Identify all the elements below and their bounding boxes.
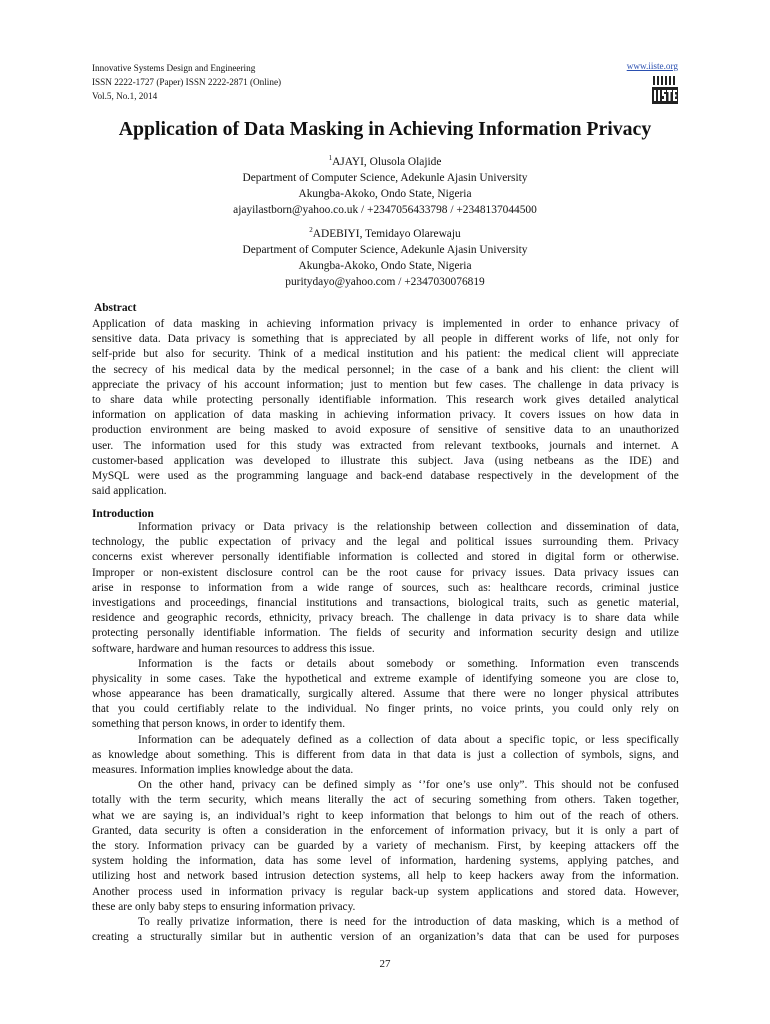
text-line: Information can be adequately defined as a collection of data about a specific topic, or less specifically (138, 733, 679, 746)
journal-url-link[interactable]: www.iiste.org (626, 61, 678, 71)
text-line: On the other hand, privacy can be defined simply as ‘’for one’s use only”. This should not be confused (138, 779, 679, 792)
text-line: the secrecy of his medical data by the medical personnel; in the case of a bank and his client: the client will (92, 363, 679, 376)
abstract-heading: Abstract (94, 302, 137, 314)
text-line: these are only baby steps to ensuring information privacy. (92, 900, 356, 913)
text-line: sensitive data. Data privacy is something that is appreciated by all people in different works of life, not only for (92, 333, 679, 346)
text-line: Information privacy or Data privacy is the relationship between collection and dissemination of data, (138, 521, 679, 533)
abstract-body (92, 317, 679, 499)
introduction-heading: Introduction (92, 508, 154, 520)
text-line: self-pride but also for security. Think of a medical institution and his patient: the medical client will appreciate (92, 348, 679, 361)
text-line: appreciate the privacy of his account information; just to mention but few cases. The challenge in data privacy is (92, 378, 679, 391)
text-line: Improper or non-existent disclosure control can be the root cause for privacy issues. Data privacy issues can (92, 566, 679, 579)
text-line: said application. (92, 485, 167, 498)
author-department: Department of Computer Science, Adekunle Ajasin University (242, 172, 528, 184)
text-line: the story. Information privacy can be guarded by a variety of mechanism. First, by keeping attackers off the (92, 839, 679, 852)
text-line: physicality in some cases. Take the hypothetical and extreme example of identifying someone you are close to, (92, 672, 679, 685)
text-line: Application of data masking in achieving information privacy is implemented in order to enhance privacy of (92, 318, 679, 330)
text-line: utilizing host and network based intrusion detection systems, all help to keep hackers away from the information. (92, 870, 679, 883)
journal-header (92, 61, 281, 103)
text-line: to share data while protecting personally identifiable information. This research work gives detailed analytical (92, 393, 679, 406)
text-line: To really privatize information, there is need for the introduction of data masking, which is a method of (138, 915, 679, 928)
journal-issn: ISSN 2222-1727 (Paper) ISSN 2222-2871 (Online) (92, 77, 282, 87)
text-line: what we are saying is, an individual’s right to keep information that belongs to him out of the reach of others. (92, 809, 679, 822)
iiste-logo-icon (651, 75, 679, 105)
text-line: something that person knows, in order to identify them. (92, 718, 346, 731)
journal-volume: Vol.5, No.1, 2014 (92, 91, 158, 101)
text-line: that you could certifiably relate to the individual. No finger prints, no voice prints, you could only rely on (92, 703, 679, 716)
author-name-text: AJAYI, Olusola Olajide (332, 156, 442, 168)
text-line: investigations and proceedings, financial institutions and transactions, biological traits, such as genetic material, (92, 596, 679, 609)
text-line: MySQL were used as the programming language and back-end database respectively in the development of the (92, 469, 679, 482)
text-line: information on application of data masking in achieving information privacy. It covers issues on how data in (92, 409, 679, 422)
author-block-1 (92, 154, 678, 218)
text-line: Another process used in information privacy is regular back-up system applications and stored data. However, (92, 885, 679, 898)
text-line: Granted, data security is often a consideration in the enforcement of information privacy, but it is only a part of (92, 824, 679, 837)
text-line: user. The information used for this study was extracted from relevant textbooks, journals and internet. A (92, 439, 679, 452)
text-line: arise in response to information from a wide range of sources, such as: healthcare records, criminal justice (92, 581, 679, 594)
text-line: measures. Information implies knowledge about the data. (92, 764, 354, 776)
introduction-body (92, 520, 679, 945)
author-block-2 (92, 226, 678, 290)
page-number: 27 (379, 958, 391, 970)
paper-title: Application of Data Masking in Achieving Information Privacy (118, 118, 652, 140)
author-location: Akungba-Akoko, Ondo State, Nigeria (298, 188, 472, 200)
text-line: totally with the term security, which means literally the act of securing something from others. Taken together, (92, 794, 679, 807)
journal-name: Innovative Systems Design and Engineering (92, 63, 256, 73)
author-department: Department of Computer Science, Adekunle Ajasin University (242, 244, 528, 256)
text-line: creating a structurally similar but in authentic version of an organization’s data that can be used for purposes (92, 931, 679, 944)
text-line: whose appearance has been dramatically, surgically altered. Assume that there were no longer physical attributes (92, 688, 679, 701)
author-superscript: 2 (309, 226, 313, 234)
author-contact: puritydayo@yahoo.com / +2347030076819 (285, 276, 485, 288)
author-name (92, 226, 678, 242)
text-line: software, hardware and human resources to address this issue. (92, 642, 375, 655)
author-name-text: ADEBIYI, Temidayo Olarewaju (312, 228, 461, 240)
text-line: customer-based application was developed to illustrate this subject. Java (using netbeans as the IDE) and (92, 454, 679, 467)
author-location: Akungba-Akoko, Ondo State, Nigeria (298, 260, 472, 272)
author-superscript: 1 (328, 154, 333, 162)
text-line: Information is the facts or details about somebody or something. Information even transcends (138, 657, 679, 670)
author-name (92, 154, 678, 170)
text-line: protecting personally identifiable information. The fields of security and information security design and utilize (92, 627, 679, 640)
text-line: production environment are being masked to avoid exposure of sensitive of sensitive data to an unauthorized (92, 424, 679, 437)
text-line: residence and geographic records, ethnicity, privacy breach. The challenge in data privacy is to share data while (92, 612, 679, 625)
text-line: concerns exist wherever personally identifiable information is collected and stored in digital form or otherwise. (92, 551, 679, 564)
text-line: technology, the public expectation of privacy and the legal and political issues surrounding them. Privacy (92, 536, 679, 549)
text-line: as knowledge about something. This is different from data in that data is just a collection of symbols, signs, and (92, 748, 679, 761)
text-line: system holding the information, data has some level of information, hardening systems, applying patches, and (92, 855, 679, 868)
author-contact: ajayilastborn@yahoo.co.uk / +2347056433798 / +2348137044500 (233, 204, 537, 216)
